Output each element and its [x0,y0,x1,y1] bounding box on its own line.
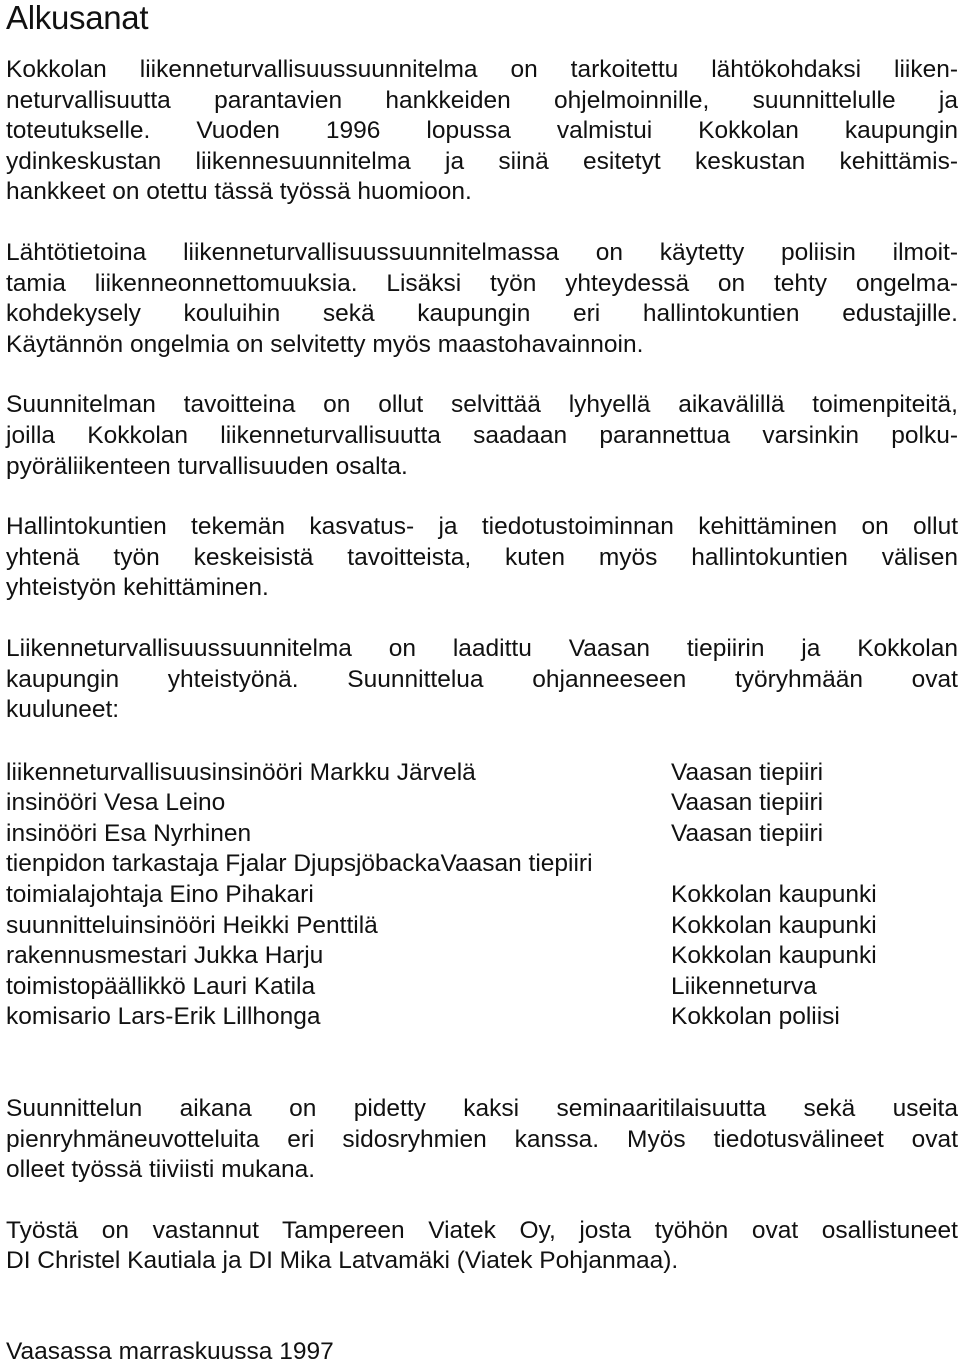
text-line: Suunnitelman tavoitteina on ollut selvittää lyhyellä aikavälillä toimenpiteitä, [6,391,958,419]
page-title: Alkusanat [6,0,149,36]
member-name: tienpidon tarkastaja Fjalar Djupsjöbacka [6,850,441,878]
member-row [6,1002,958,1033]
member-row [6,758,958,789]
text-line: pienryhmäneuvotteluita eri sidosryhmien kanssa. Myös tiedotusvälineet ovat [6,1125,958,1153]
paragraph-source-data [6,238,958,360]
member-name: liikenneturvallisuusinsinööri Markku Järvelä [6,758,476,786]
member-name: insinööri Esa Nyrhinen [6,819,252,847]
member-organization: Vaasan tiepiiri [671,789,824,817]
member-row [6,880,958,911]
text-line: kuuluneet: [6,696,120,724]
member-row [6,788,958,819]
text-line: Käytännön ongelmia on selvitetty myös maastohavainnoin. [6,330,644,358]
text-line: Suunnittelun aikana on pidetty kaksi seminaaritilaisuutta sekä useita [6,1095,958,1123]
paragraph-authors [6,1216,958,1277]
paragraph-working-group [6,634,958,726]
member-name: insinööri Vesa Leino [6,789,226,817]
text-line: Hallintokuntien tekemän kasvatus- ja tiedotustoiminnan kehittäminen on ollut [6,513,958,541]
member-name: toimialajohtaja Eino Pihakari [6,881,314,909]
text-line: Kokkolan liikenneturvallisuussuunnitelma on tarkoitettu lähtökohdaksi liiken- [6,56,958,83]
text-line: Liikenneturvallisuussuunnitelma on laadittu Vaasan tiepiirin ja Kokkolan [6,634,958,662]
member-row [6,941,958,972]
text-line: Työstä on vastannut Tampereen Viatek Oy, josta työhön ovat osallistuneet [6,1216,958,1244]
member-row [6,849,958,880]
text-line: ydinkeskustan liikennesuunnitelma ja siinä esitetyt keskustan kehittämis- [6,147,958,175]
member-organization: Vaasan tiepiiri [440,850,593,878]
text-line: DI Christel Kautiala ja DI Mika Latvamäki (Viatek Pohjanmaa). [6,1247,679,1275]
paragraph-education [6,512,958,604]
text-line: hankkeet on otettu tässä työssä huomioon. [6,178,472,206]
paragraph-intro [6,55,958,208]
text-line: Lähtötietoina liikenneturvallisuussuunnitelmassa on käytetty poliisin ilmoit- [6,238,958,266]
text-line: kohdekysely kouluihin sekä kaupungin eri hallintokuntien edustajille. [6,300,958,328]
member-organization: Vaasan tiepiiri [671,758,824,786]
member-organization: Kokkolan kaupunki [671,942,877,970]
text-line: neturvallisuutta parantavien hankkeiden ohjelmoinnille, suunnittelulle ja [6,86,958,114]
document-page [6,0,958,1368]
text-line: olleet työssä tiiviisti mukana. [6,1156,316,1184]
member-organization: Kokkolan poliisi [671,1003,840,1031]
member-name: rakennusmestari Jukka Harju [6,942,324,970]
text-line: pyöräliikenteen turvallisuuden osalta. [6,452,408,480]
member-organization: Vaasan tiepiiri [671,819,824,847]
place-and-date: Vaasassa marraskuussa 1997 [6,1338,334,1365]
text-line: yhtenä työn keskeisistä tavoitteista, kuten myös hallintokuntien välisen [6,543,958,571]
paragraph-seminars [6,1094,958,1186]
text-line: yhteistyön kehittäminen. [6,574,269,602]
text-line: kaupungin yhteistyönä. Suunnittelua ohjanneeseen työryhmään ovat [6,665,958,693]
paragraph-goals [6,390,958,482]
member-organization: Kokkolan kaupunki [671,911,877,939]
text-line: joilla Kokkolan liikenneturvallisuutta saadaan parannettua varsinkin polku- [6,421,958,449]
member-row [6,911,958,942]
text-line: toteutukselle. Vuoden 1996 lopussa valmistui Kokkolan kaupungin [6,117,958,145]
text-line: tamia liikenneonnettomuuksia. Lisäksi työn yhteydessä on tehty ongelma- [6,269,958,297]
member-row [6,972,958,1003]
member-name: suunnitteluinsinööri Heikki Penttilä [6,911,378,939]
member-name: toimistopäällikkö Lauri Katila [6,972,316,1000]
member-name: komisario Lars-Erik Lillhonga [6,1003,321,1031]
working-group-list [6,758,958,1033]
member-row [6,819,958,850]
member-organization: Kokkolan kaupunki [671,881,877,909]
member-organization: Liikenneturva [671,972,817,1000]
